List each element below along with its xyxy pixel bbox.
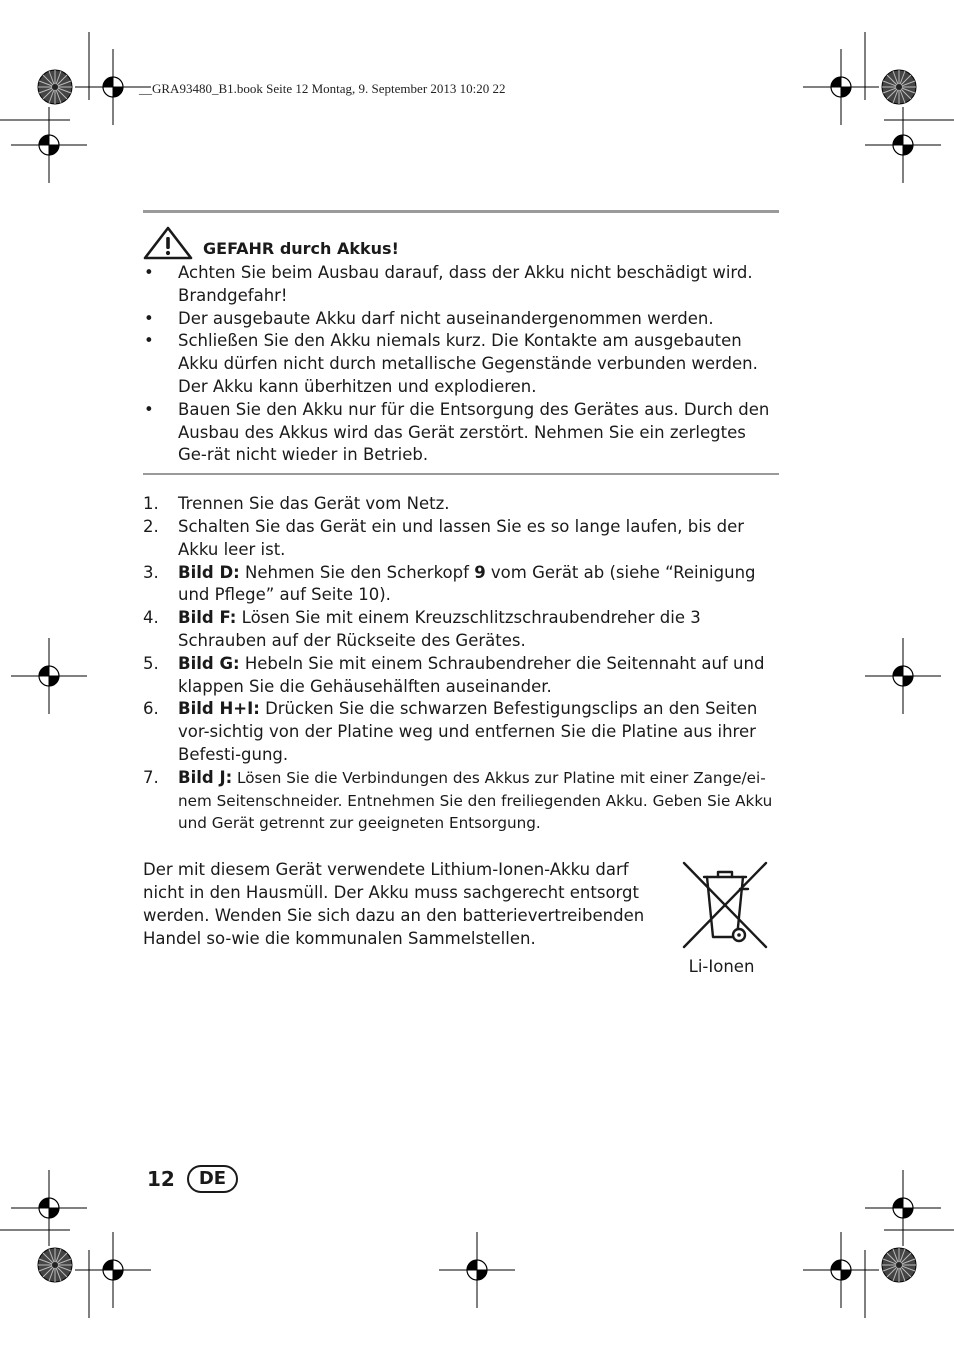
step-text: Nehmen Sie den Scherkopf [239,562,475,582]
figure-ref: Bild H+I: [178,699,260,719]
step-item [143,767,779,835]
step-number: 6. [143,699,159,719]
disposal-text: Der mit diesem Gerät verwendete Lithium-Ionen-Akku darf nicht in den Hausmüll. Der Akku muss sachgerecht entsorgt werden. Wenden Sie sich dazu an den batterievertreibenden Handel so-wie die kommunalen Sammelstellen. [143,860,645,948]
step-item [143,562,779,608]
warning-triangle-icon [143,226,193,260]
step-number: 3. [143,562,159,582]
step-item [143,516,779,562]
step-text: Trennen Sie das Gerät vom Netz. [178,494,450,514]
warning-title: GEFAHR durch Akkus! [203,239,399,259]
page-footer [147,1165,238,1193]
disposal-label: Li-Ionen [688,957,755,977]
print-slug: __GRA93480_B1.book Seite 12 Montag, 9. September 2013 10:20 22 [139,81,506,96]
language-badge: DE [187,1165,238,1193]
warning-heading [143,226,779,260]
list-item: • Bauen Sie den Akku nur für die Entsorgung des Gerätes aus. Durch den Ausbau des Akkus wird das Gerät zerstört. Nehmen Sie ein zerlegtes Ge-rät nicht wieder in Betrieb. [143,399,779,467]
page-content [143,210,779,979]
step-text: vom Gerät ab (siehe “Reinigung und Pflege” auf Seite 10). [178,562,756,605]
warning-list [143,262,779,467]
step-number: 2. [143,516,159,536]
figure-ref: Bild D: [178,562,240,582]
top-rule [143,210,779,213]
figure-ref: Bild F: [178,608,237,628]
figure-ref: Bild J: [178,767,233,787]
step-number: 4. [143,608,159,628]
step-number: 1. [143,494,159,514]
part-number: 9 [474,562,486,582]
step-item [143,653,779,699]
step-text: Hebeln Sie mit einem Schraubendreher die Seitennaht auf und klappen Sie die Gehäusehälften auseinander. [178,653,765,696]
section-rule [143,473,779,475]
list-item: • Schließen Sie den Akku niemals kurz. Die Kontakte am ausgebauten Akku dürfen nicht durch metallische Gegenstände verbunden werden. Der Akku kann überhitzen und explodieren. [143,330,779,398]
step-text: Lösen Sie die Verbindungen des Akkus zur Platine mit einer Zange/ei-nem Seitenschneider. Entnehmen Sie den freiliegenden Akku. Geben Sie Akku und Gerät getrennt zur geeigneten Entsorgung. [178,768,773,833]
step-item [143,607,779,653]
list-item: • Der ausgebaute Akku darf nicht auseinandergenommen werden. [143,308,779,331]
crossed-out-bin-icon [680,859,770,951]
step-text: Schalten Sie das Gerät ein und lassen Sie es so lange laufen, bis der Akku leer ist. [178,516,745,559]
step-item [143,493,779,516]
page-number: 12 [147,1167,175,1191]
step-item [143,698,779,766]
disposal-section [143,859,779,979]
list-item: • Achten Sie beim Ausbau darauf, dass der Akku nicht beschädigt wird. Brandgefahr! [143,262,779,308]
step-text: Lösen Sie mit einem Kreuzschlitzschraubendreher die 3 Schrauben auf der Rückseite des Gerätes. [178,608,701,650]
step-number: 5. [143,653,159,673]
step-list [143,493,779,835]
step-number: 7. [143,767,159,787]
step-text: Drücken Sie die schwarzen Befestigungsclips an den Seiten vor-sichtig von der Platine weg und entfernen Sie die Platine aus ihrer Befesti-gung. [178,699,758,764]
figure-ref: Bild G: [178,653,240,673]
disposal-symbol [670,859,779,979]
